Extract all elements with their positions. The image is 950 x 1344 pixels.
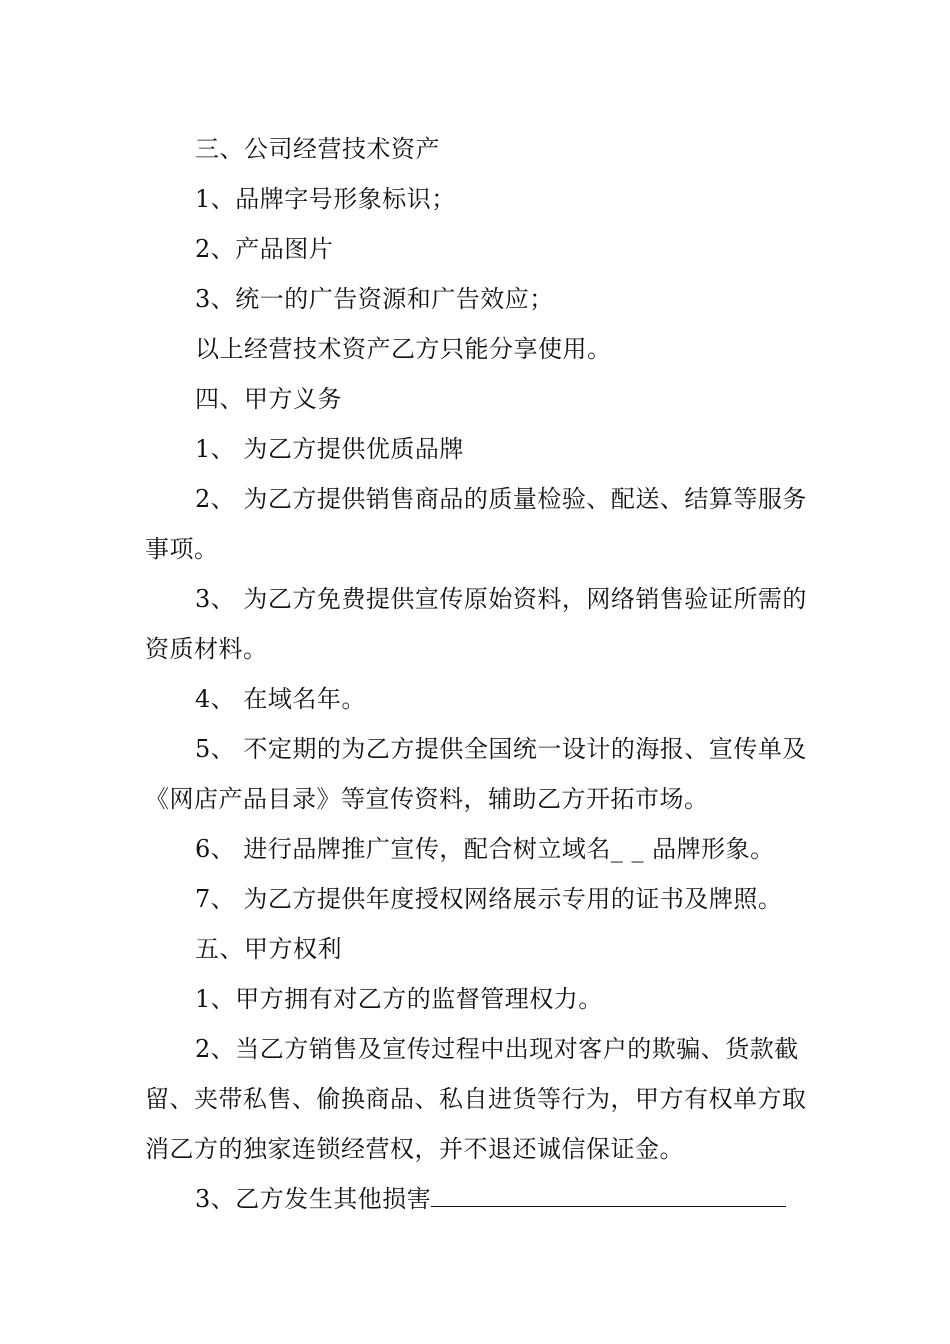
list-item: 1、甲方拥有对乙方的监督管理权力。 [195,985,603,1013]
list-item: 3、 为乙方免费提供宣传原始资料，网络销售验证所需的资质材料。 [145,585,807,663]
list-item: 1、 为乙方提供优质品牌 [195,435,464,463]
list-item: 3、统一的广告资源和广告效应； [195,285,554,313]
section-heading-rights: 五、甲方权利 [195,935,342,963]
list-item: 2、产品图片 [195,235,334,263]
list-item: 6、 进行品牌推广宣传，配合树立域名_ _ 品牌形象。 [195,835,775,863]
list-item: 7、 为乙方提供年度授权网络展示专用的证书及牌照。 [195,885,783,913]
paragraph: 以上经营技术资产乙方只能分享使用。 [195,335,612,363]
section-heading-obligations: 四、甲方义务 [195,385,342,413]
list-item-text: 3、乙方发生其他损害 [195,1185,432,1213]
list-item: 1、品牌字号形象标识； [195,185,456,213]
list-item: 5、 不定期的为乙方提供全国统一设计的海报、宣传单及《网店产品目录》等宣传资料，辅助乙方开拓市场。 [145,735,807,813]
list-item: 2、当乙方销售及宣传过程中出现对客户的欺骗、货款截留、夹带私售、偷换商品、私自进货等行为，甲方有权单方取消乙方的独家连锁经营权，并不退还诚信保证金。 [145,1035,807,1163]
section-heading-assets: 三、公司经营技术资产 [195,135,440,163]
fill-in-blank-line [431,1180,786,1207]
document-body [145,124,810,1224]
list-item: 2、 为乙方提供销售商品的质量检验、配送、结算等服务事项。 [145,485,807,563]
list-item: 4、 在域名年。 [195,685,366,713]
list-item-with-blank [145,1174,810,1224]
